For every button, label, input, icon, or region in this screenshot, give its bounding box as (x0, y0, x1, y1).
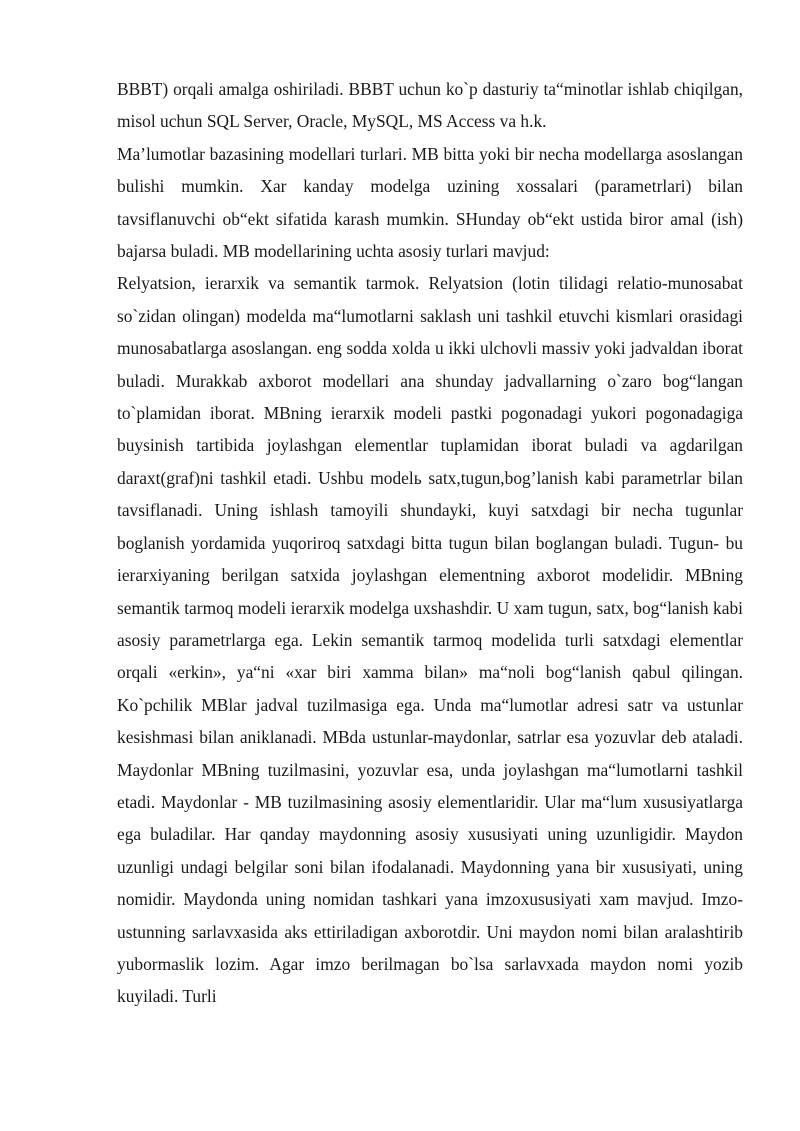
document-page (117, 73, 743, 1013)
paragraph-database-models: Ma’lumotlar bazasining modellari turlari. MB bitta yoki bir necha modellarga asoslangan bulishi mumkin. Xar kanday modelga uzining xossalari (parametrlari) bilan tavsiflanuvchi ob“ekt sifatida karash mumkin. SHunday ob“ekt ustida biror amal (ish) bajarsa buladi. MB modellarining uchta asosiy turlari mavjud: (117, 143, 743, 262)
paragraph-model-types: Relyatsion, ierarxik va semantik tarmok. Relyatsion (lotin tilidagi relatio-munosabat so`zidan olingan) modelda ma“lumotlarni saklash uni tashkil etuvchi kismlari orasidagi munosabatlarga asoslangan. eng sodda xolda u ikki ulchovli massiv yoki jadvaldan iborat buladi. Murakkab axborot modellari ana shunday jadvallarning o`zaro bog“langan to`plamidan iborat. MBning ierarxik modeli pastki pogonadagi yukori pogonadagiga buysinish tartibida joylashgan elementlar tuplamidan iborat buladi va agdarilgan daraxt(graf)ni tashkil etadi. Ushbu modelь satx,tugun,bog’lanish kabi parametrlar bilan tavsiflanadi. Uning ishlash tamoyili shundayki, kuyi satxdagi bir necha tugunlar boglanish yordamida yuqoriroq satxdagi bitta tugun bilan boglangan buladi. Tugun- bu ierarxiyaning berilgan satxida joylashgan elementning axborot modelidir. MBning semantik tarmoq modeli ierarxik modelga uxshashdir. U xam tugun, satx, bog“lanish kabi asosiy parametrlarga ega. Lekin semantik tarmoq modelida turli satxdagi elementlar orqali «erkin», ya“ni «xar biri xamma bilan» ma“noli bog“lanish qabul qilingan. Ko`pchilik MBlar jadval tuzilmasiga ega. Unda ma“lumotlar adresi satr va ustunlar kesishmasi bilan aniklanadi. MBda ustunlar-maydonlar, satrlar esa yozuvlar deb ataladi. Maydonlar MBning tuzilmasini, yozuvlar esa, unda joylashgan ma“lumotlarni tashkil etadi. Maydonlar - MB tuzilmasining asosiy elementlaridir. Ular ma“lum xususiyatlarga ega buladilar. Har qanday maydonning asosiy xususiyati uning uzunligidir. Maydon uzunligi undagi belgilar soni bilan ifodalanadi. Maydonning yana bir xususiyati, uning nomidir. Maydonda uning nomidan tashkari yana imzoxususiyati xam mavjud. Imzo-ustunning sarlavxasida aks ettiriladigan axborotdir. Uni maydon nomi bilan aralashtirib yubormaslik lozim. Agar imzo berilmagan bo`lsa sarlavxada maydon nomi yozib kuyiladi. Turli (117, 273, 743, 1007)
paragraph-intro: BBBT) orqali amalga oshiriladi. BBBT uchun ko`p dasturiy ta“minotlar ishlab chiqilgan, misol uchun SQL Server, Oracle, MySQL, MS Access va h.k. (117, 79, 743, 132)
